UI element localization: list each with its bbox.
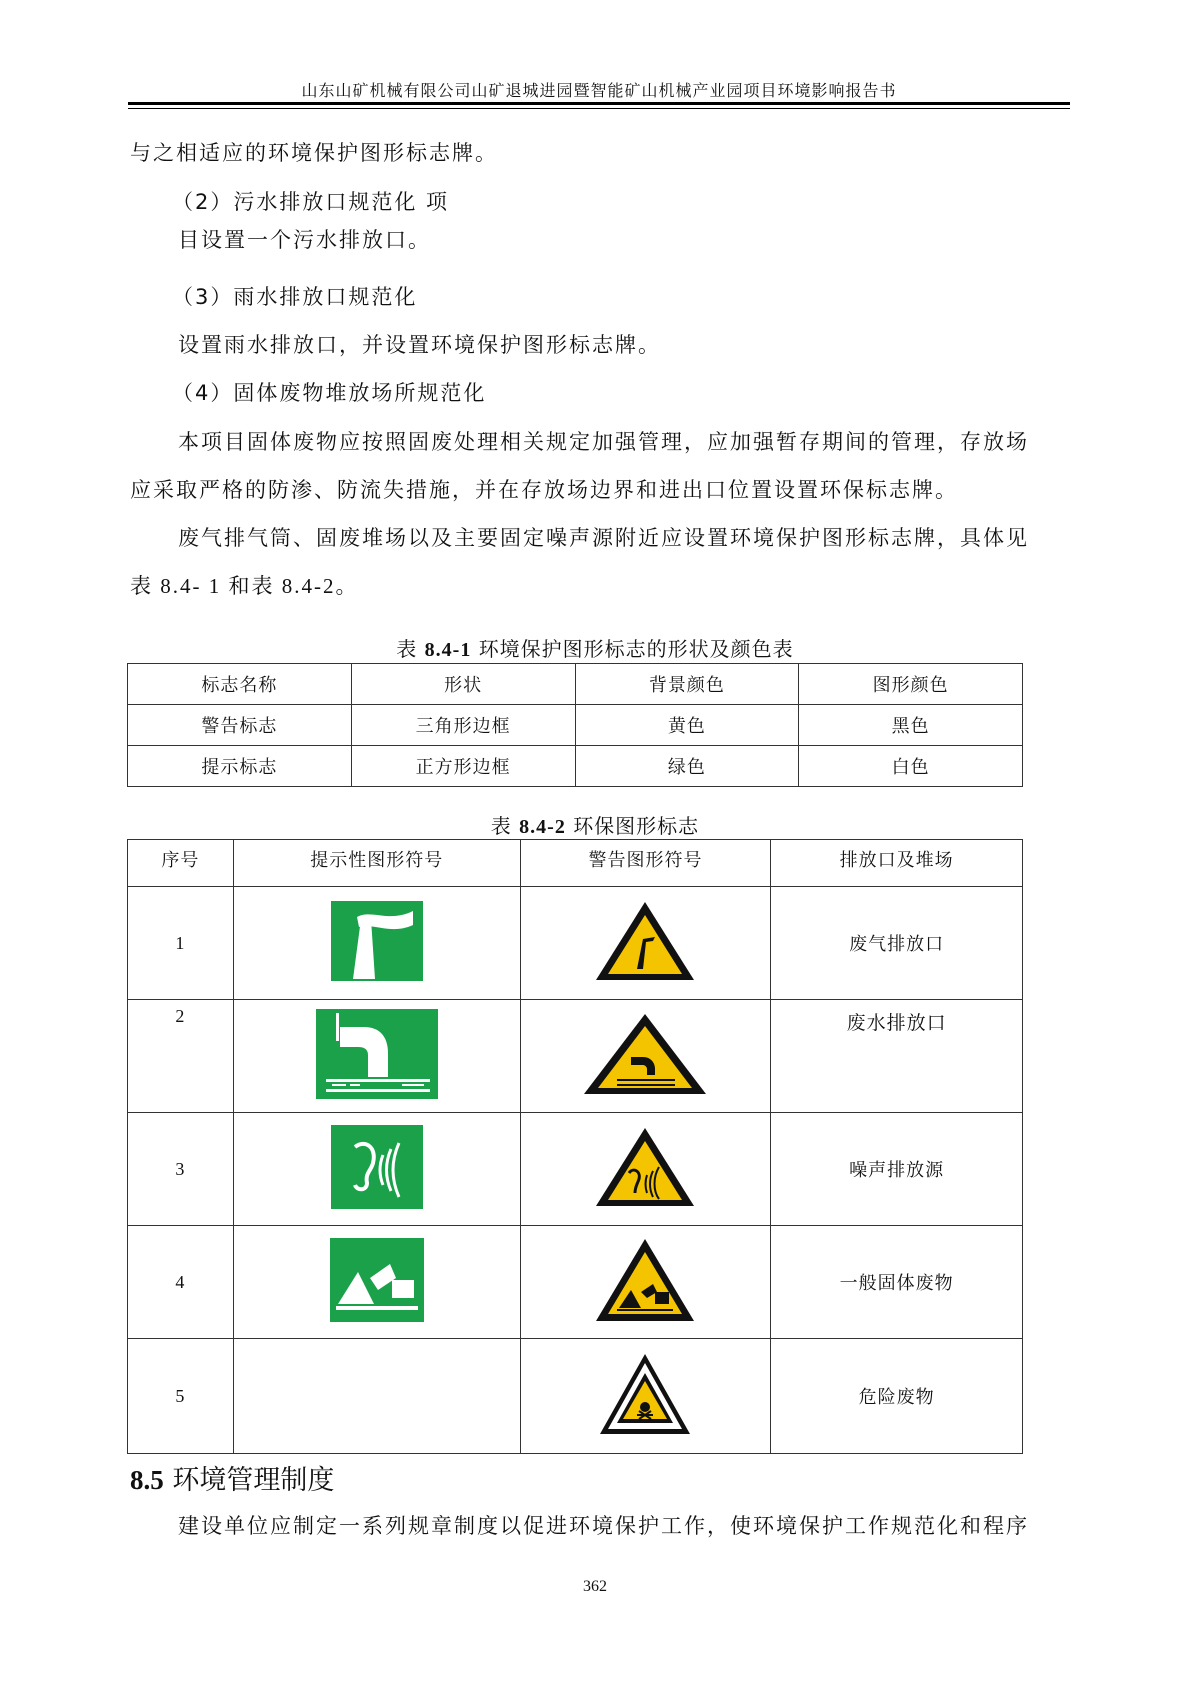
- table-row: [128, 1226, 1023, 1339]
- prompt-sign-cell: [233, 1000, 520, 1113]
- solid-waste-icon: [330, 1238, 424, 1327]
- prompt-sign-cell-empty: [233, 1339, 520, 1454]
- warning-sign-cell: [520, 1226, 771, 1339]
- table-row: [128, 887, 1023, 1000]
- paragraph: 本项目固体废物应按照固废处理相关规定加强管理，应加强暂存期间的管理，存放场: [178, 430, 1029, 454]
- row-number: 5: [128, 1339, 234, 1454]
- table-cell: 白色: [799, 746, 1023, 787]
- prompt-sign-cell: [233, 1113, 520, 1226]
- row-number: 3: [128, 1113, 234, 1226]
- table-header-cell: 形状: [351, 664, 575, 705]
- table-cell: 警告标志: [128, 705, 352, 746]
- table-header-row: [128, 840, 1023, 887]
- outlet-name: 危险废物: [771, 1339, 1023, 1454]
- table-cell: 三角形边框: [351, 705, 575, 746]
- outlet-name: 废气排放口: [771, 887, 1023, 1000]
- outlet-name: 噪声排放源: [771, 1113, 1023, 1226]
- solid-waste-warning-icon: [593, 1236, 697, 1329]
- header-rule-thick: [128, 102, 1070, 105]
- warning-sign-cell: [520, 1000, 771, 1113]
- table-row: [128, 1113, 1023, 1226]
- table-cell: 正方形边框: [351, 746, 575, 787]
- paragraph: 表 8.4- 1 和表 8.4-2。: [130, 574, 359, 598]
- prompt-sign-cell: [233, 887, 520, 1000]
- sign-color-table: [127, 663, 1023, 787]
- warning-sign-cell: [520, 887, 771, 1000]
- table2-caption: 表 8.4-2 环保图形标志: [490, 814, 700, 838]
- warning-sign-cell: [520, 1113, 771, 1226]
- table-row: [128, 1000, 1023, 1113]
- table-header-row: [128, 664, 1023, 705]
- table-header-cell: 警告图形符号: [520, 840, 771, 887]
- section-heading: 8.5 环境管理制度: [130, 1465, 335, 1496]
- wastewater-outlet-icon: [316, 1009, 438, 1104]
- table-header-cell: 标志名称: [128, 664, 352, 705]
- warning-sign-cell: [520, 1339, 771, 1454]
- paragraph: 建设单位应制定一系列规章制度以促进环境保护工作，使环境保护工作规范化和程序: [178, 1514, 1029, 1538]
- list-item-heading: （2）污水排放口规范化 项: [172, 190, 450, 214]
- paragraph: 与之相适应的环境保护图形标志牌。: [130, 141, 498, 165]
- table-cell: 黄色: [575, 705, 799, 746]
- table-header-cell: 排放口及堆场: [771, 840, 1023, 887]
- table-header-cell: 背景颜色: [575, 664, 799, 705]
- paragraph: 废气排气筒、固废堆场以及主要固定噪声源附近应设置环境保护图形标志牌，具体见: [178, 526, 1029, 550]
- noise-source-icon: [331, 1125, 423, 1214]
- wastewater-warning-icon: [581, 1011, 709, 1102]
- table-row: [128, 705, 1023, 746]
- paragraph: 应采取严格的防渗、防流失措施，并在存放场边界和进出口位置设置环保标志牌。: [130, 478, 958, 502]
- exhaust-warning-icon: [593, 899, 697, 988]
- outlet-name: 一般固体废物: [771, 1226, 1023, 1339]
- table1-caption: 表 8.4-1 环境保护图形标志的形状及颜色表: [396, 637, 794, 661]
- table-cell: 绿色: [575, 746, 799, 787]
- table-row: [128, 1339, 1023, 1454]
- table-header-cell: 图形颜色: [799, 664, 1023, 705]
- page-header: 山东山矿机械有限公司山矿退城进园暨智能矿山机械产业园项目环境影响报告书: [301, 81, 897, 100]
- header-rule-thin: [128, 108, 1070, 109]
- table-header-cell: 提示性图形符号: [233, 840, 520, 887]
- table-cell: 提示标志: [128, 746, 352, 787]
- row-number: 2: [128, 1000, 234, 1113]
- list-item-heading: （3）雨水排放口规范化: [172, 285, 418, 309]
- page-number: 362: [583, 1578, 607, 1595]
- paragraph: 设置雨水排放口，并设置环境保护图形标志牌。: [178, 333, 661, 357]
- table-header-cell: 序号: [128, 840, 234, 887]
- exhaust-stack-icon: [331, 901, 423, 986]
- row-number: 1: [128, 887, 234, 1000]
- hazardous-waste-warning-icon: [597, 1351, 693, 1442]
- list-item-heading: （4）固体废物堆放场所规范化: [172, 381, 487, 405]
- paragraph: 目设置一个污水排放口。: [178, 228, 431, 252]
- table-cell: 黑色: [799, 705, 1023, 746]
- noise-warning-icon: [593, 1125, 697, 1214]
- table-row: [128, 746, 1023, 787]
- outlet-name: 废水排放口: [771, 1000, 1023, 1113]
- prompt-sign-cell: [233, 1226, 520, 1339]
- environmental-sign-table: [127, 839, 1023, 1454]
- row-number: 4: [128, 1226, 234, 1339]
